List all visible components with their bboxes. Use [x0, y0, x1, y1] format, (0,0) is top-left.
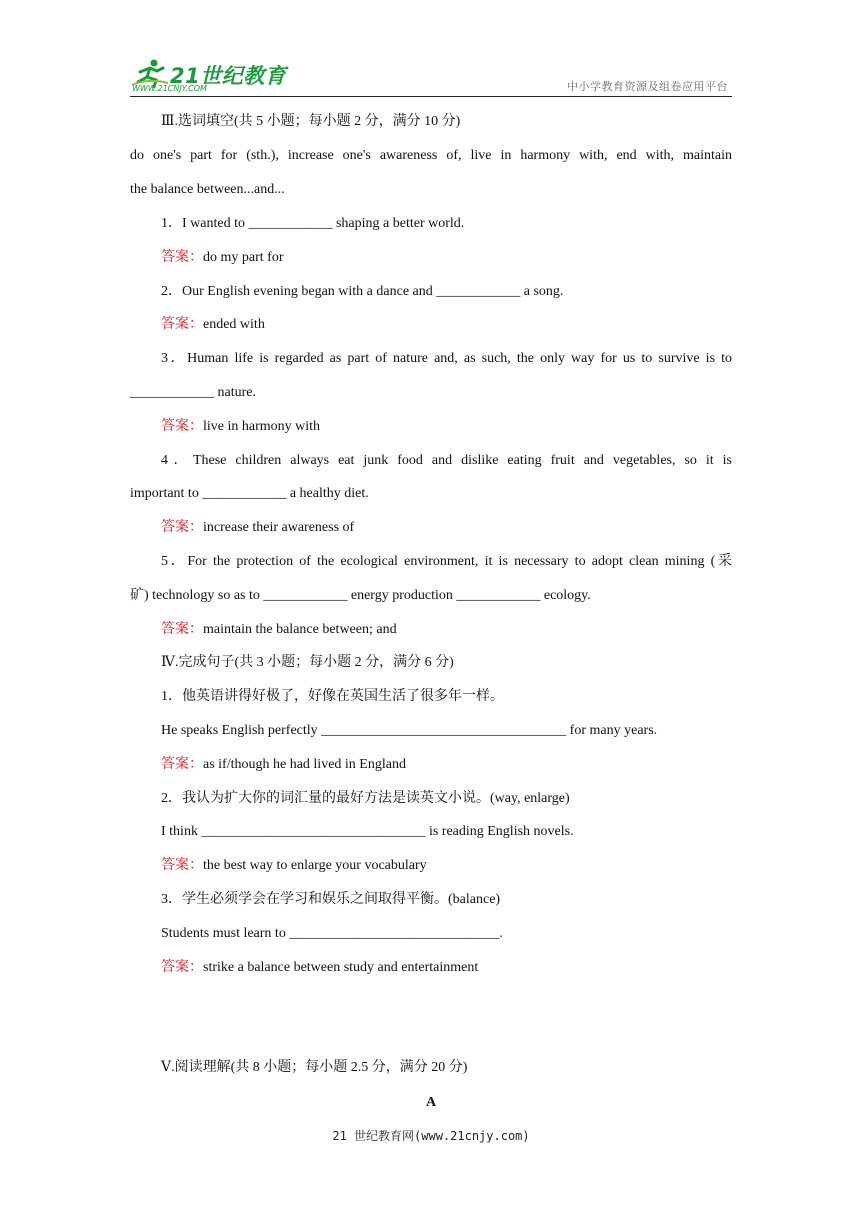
sentence-2-answer	[161, 856, 427, 876]
sentence-2-chinese: 2．我认为扩大你的词汇量的最好方法是读英文小说。(way, enlarge)	[161, 791, 570, 806]
header-tagline: 中小学教育资源及组卷应用平台	[567, 80, 728, 93]
answer-text: do my part for	[203, 250, 284, 265]
page-header	[130, 56, 732, 97]
page-footer: 21 世纪教育网(www.21cnjy.com)	[332, 1129, 530, 1143]
question-4-line-2: important to ____________ a healthy diet.	[130, 486, 369, 501]
passage-label: A	[425, 1095, 437, 1110]
sentence-3-chinese: 3．学生必须学会在学习和娱乐之间取得平衡。(balance)	[161, 892, 501, 907]
answer-label: 答案：	[161, 419, 203, 434]
answer-5	[161, 620, 397, 640]
answer-label: 答案：	[161, 960, 203, 975]
sentence-1-english: He speaks English perfectly ___________________________________ for many years.	[161, 723, 658, 738]
question-5-line-1: 5．For the protection of the ecological environment, it is necessary to adopt clean mining (采	[161, 554, 732, 569]
sentence-1-answer	[161, 755, 406, 775]
answer-3	[161, 417, 320, 437]
sentence-3-answer	[161, 958, 478, 978]
answer-label: 答案：	[161, 858, 203, 873]
site-logo[interactable]	[130, 58, 290, 94]
answer-2	[161, 315, 265, 335]
answer-text: live in harmony with	[203, 419, 321, 434]
logo-text: 21世纪教育	[170, 64, 287, 88]
answer-label: 答案：	[161, 250, 203, 265]
answer-text: ended with	[203, 317, 265, 332]
answer-text: maintain the balance between; and	[203, 622, 397, 637]
word-bank-line-2: the balance between...and...	[130, 182, 285, 197]
section-3-title: Ⅲ.选词填空(共 5 小题；每小题 2 分，满分 10 分)	[161, 114, 461, 129]
answer-label: 答案：	[161, 520, 203, 535]
section-5-title: Ⅴ.阅读理解(共 8 小题；每小题 2.5 分，满分 20 分)	[161, 1060, 468, 1075]
answer-text: the best way to enlarge your vocabulary	[203, 858, 427, 873]
question-4-line-1: 4．These children always eat junk food and dislike eating fruit and vegetables, so it is	[161, 453, 732, 468]
answer-1	[161, 248, 283, 268]
answer-label: 答案：	[161, 622, 203, 637]
answer-text: as if/though he had lived in England	[203, 757, 406, 772]
sentence-3-english: Students must learn to ______________________________.	[161, 926, 503, 941]
question-2: 2．Our English evening began with a dance and ____________ a song.	[161, 284, 564, 299]
question-1: 1．I wanted to ____________ shaping a better world.	[161, 216, 465, 231]
sentence-2-english: I think ________________________________ is reading English novels.	[161, 824, 574, 839]
answer-text: strike a balance between study and entertainment	[203, 960, 479, 975]
word-bank-line-1: do one's part for (sth.), increase one's awareness of, live in harmony with, end with, maintain	[130, 148, 732, 163]
question-3-line-2: ____________ nature.	[130, 385, 256, 400]
answer-text: increase their awareness of	[203, 520, 355, 535]
question-3-line-1: 3．Human life is regarded as part of nature and, as such, the only way for us to survive is to	[161, 351, 732, 366]
answer-label: 答案：	[161, 317, 203, 332]
sentence-1-chinese: 1．他英语讲得好极了，好像在英国生活了很多年一样。	[161, 689, 504, 704]
section-4-title: Ⅳ.完成句子(共 3 小题；每小题 2 分，满分 6 分)	[161, 655, 454, 670]
answer-4	[161, 518, 354, 538]
question-5-line-2: 矿) technology so as to ____________ energy production ____________ ecology.	[130, 588, 591, 603]
logo-url: WWW.21CNJY.COM	[132, 84, 207, 93]
answer-label: 答案：	[161, 757, 203, 772]
